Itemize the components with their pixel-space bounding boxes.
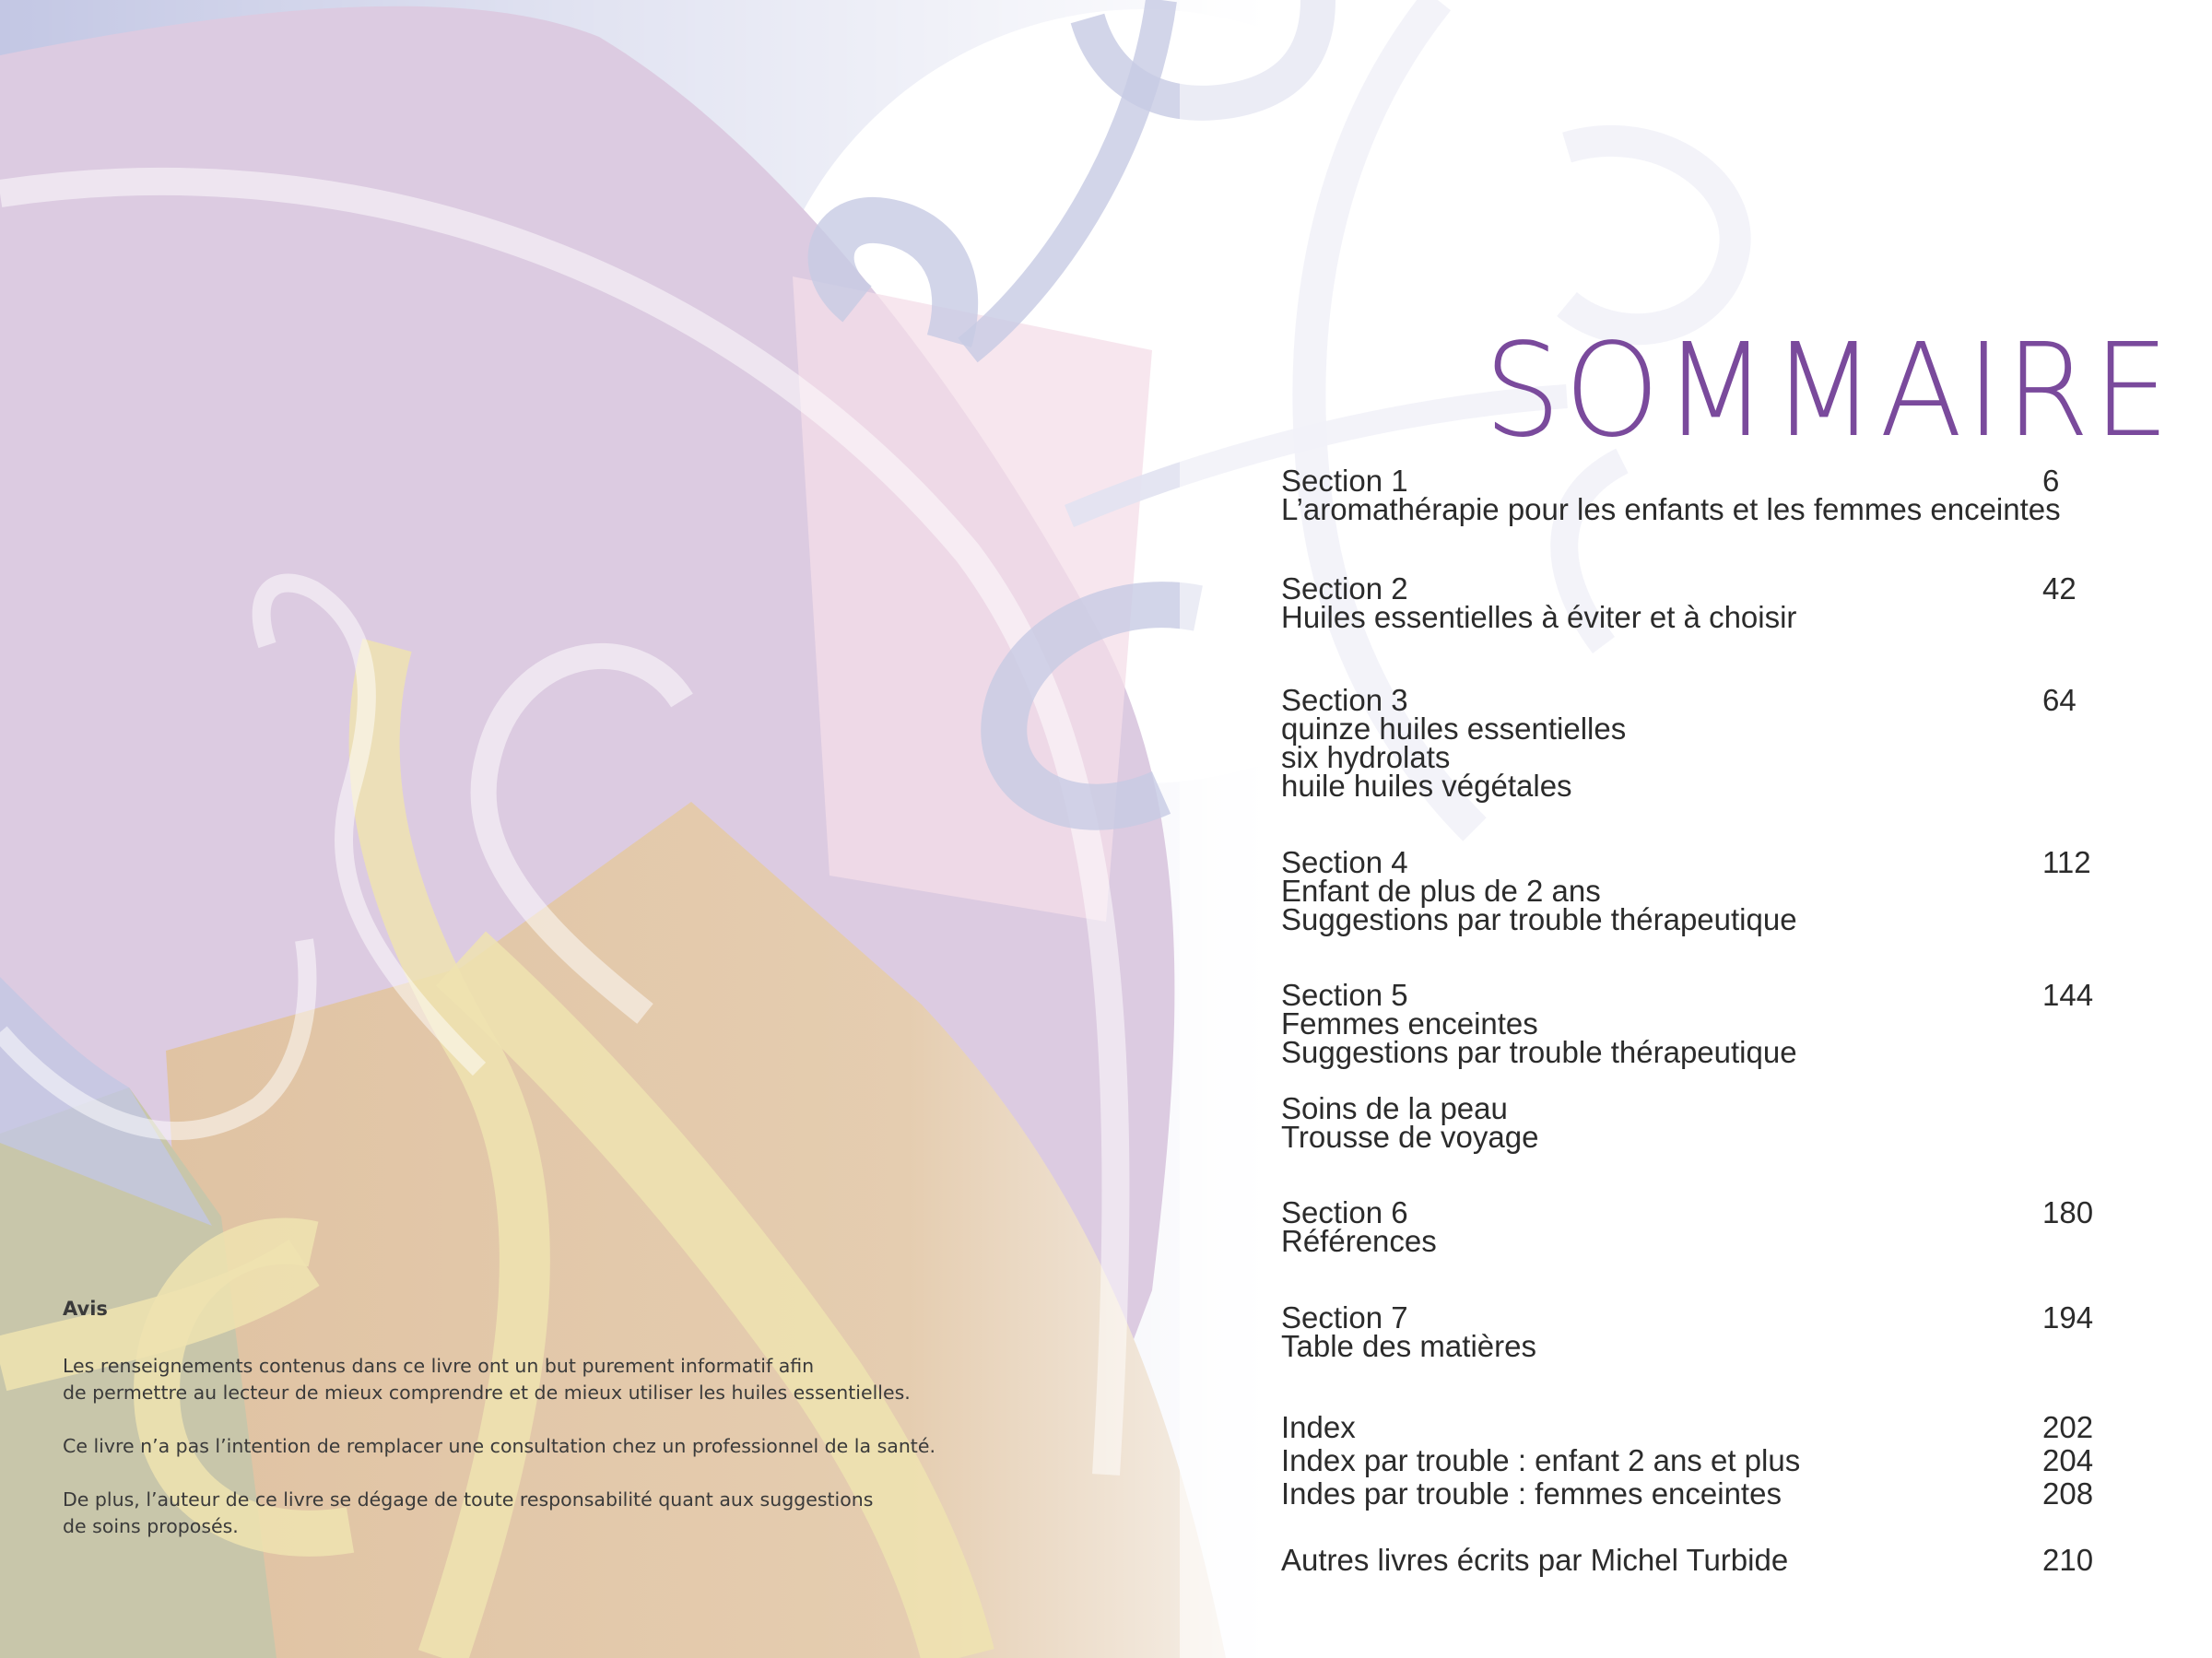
toc-page-number: 6 — [2042, 464, 2060, 498]
index-label: Index — [1281, 1410, 1356, 1444]
toc-entry-line: six hydrolats — [1281, 740, 1451, 774]
toc-entry-line: Suggestions par trouble thérapeutique — [1281, 1035, 1797, 1069]
index-entry[interactable] — [1281, 1443, 2111, 1477]
notice-paragraph — [63, 1487, 947, 1540]
toc-entry-line: Suggestions par trouble thérapeutique — [1281, 902, 1797, 936]
toc-entry[interactable] — [1281, 1195, 2111, 1258]
toc-section-label: Section 6 — [1281, 1195, 1408, 1229]
notice-line: De plus, l’auteur de ce livre se dégage de toute responsabilité quant aux suggestions — [63, 1488, 874, 1511]
notice-heading: Avis — [63, 1298, 108, 1320]
toc-page-number: 194 — [2042, 1300, 2094, 1335]
notice-paragraphs — [63, 1353, 947, 1540]
toc-entry-line: Femmes enceintes — [1281, 1006, 1538, 1041]
toc-entry-line: quinze huiles essentielles — [1281, 711, 1627, 746]
other-books-entry[interactable] — [1281, 1543, 2111, 1577]
toc-section-label: Section 4 — [1281, 845, 1408, 879]
toc-entry[interactable] — [1281, 1300, 2111, 1363]
toc-page-number: 112 — [2042, 845, 2091, 879]
toc-entry-line: huile huiles végétales — [1281, 769, 1572, 803]
index-page-number: 204 — [2042, 1443, 2094, 1477]
notice-block — [63, 1298, 947, 1567]
notice-line: de soins proposés. — [63, 1515, 239, 1537]
toc-entry[interactable] — [1281, 464, 2111, 526]
toc-entry[interactable] — [1281, 571, 2111, 634]
notice-line: Les renseignements contenus dans ce livre ont un but purement informatif afin — [63, 1355, 815, 1377]
toc-entry-line: Table des matières — [1281, 1329, 1536, 1363]
toc-section-label: Section 1 — [1281, 464, 1408, 498]
index-entry[interactable] — [1281, 1410, 2111, 1444]
index-entry[interactable] — [1281, 1476, 2111, 1511]
other-books-label: Autres livres écrits par Michel Turbide — [1281, 1543, 1789, 1577]
toc-section-label: Section 5 — [1281, 978, 1408, 1012]
toc-section-label: Section 3 — [1281, 683, 1408, 717]
index-label: Indes par trouble : femmes enceintes — [1281, 1476, 1782, 1511]
notice-line: Ce livre n’a pas l’intention de remplacer une consultation chez un professionnel de la santé. — [63, 1435, 935, 1457]
toc-entry[interactable] — [1281, 683, 2111, 803]
toc-entry[interactable] — [1281, 978, 2111, 1154]
notice-paragraph — [63, 1353, 947, 1406]
toc-section-label: Section 2 — [1281, 571, 1408, 606]
toc-entry-line: L’aromathérapie pour les enfants et les femmes enceintes — [1281, 492, 2061, 526]
toc-entry-line: Enfant de plus de 2 ans — [1281, 874, 1601, 908]
toc-entry-line: Huiles essentielles à éviter et à choisir — [1281, 600, 1797, 634]
index-page-number: 202 — [2042, 1410, 2094, 1444]
toc-page-number: 42 — [2042, 571, 2077, 606]
notice-line: de permettre au lecteur de mieux comprendre et de mieux utiliser les huiles essentielles. — [63, 1382, 911, 1404]
other-books-page-number: 210 — [2042, 1543, 2094, 1577]
index-label: Index par trouble : enfant 2 ans et plus — [1281, 1443, 1801, 1477]
toc-page-number: 180 — [2042, 1195, 2094, 1229]
toc-page-number: 64 — [2042, 683, 2077, 717]
toc-spacer — [1281, 1066, 2111, 1094]
toc-section-label: Section 7 — [1281, 1300, 1408, 1335]
toc-page-number: 144 — [2042, 978, 2094, 1012]
toc-entry-line: Trousse de voyage — [1281, 1120, 1539, 1154]
page-title: SOMMAIRE — [1484, 316, 2173, 466]
toc-entry-line: Soins de la peau — [1281, 1091, 1508, 1125]
index-page-number: 208 — [2042, 1476, 2094, 1511]
notice-paragraph — [63, 1433, 947, 1460]
toc-entry[interactable] — [1281, 845, 2111, 936]
toc-entry-line: Références — [1281, 1224, 1437, 1258]
